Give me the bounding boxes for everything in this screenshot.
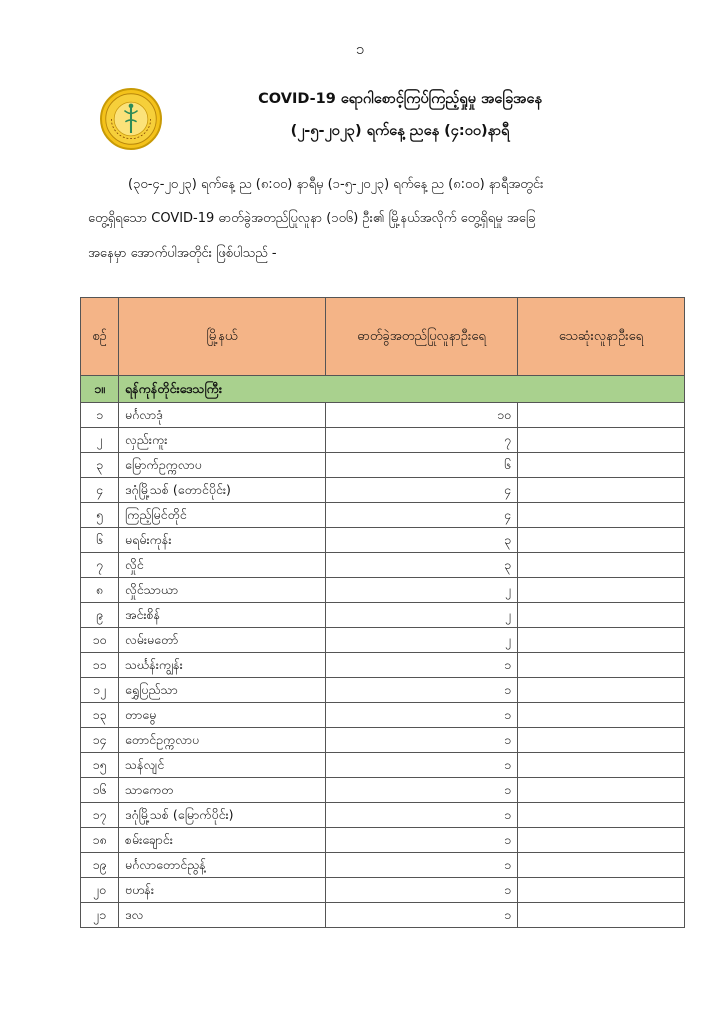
table-row xyxy=(81,703,685,728)
row-deaths xyxy=(518,703,685,728)
row-township: လှည်းကူး xyxy=(119,428,326,453)
row-number: ၄ xyxy=(81,478,119,503)
table-row xyxy=(81,553,685,578)
row-number: ၅ xyxy=(81,503,119,528)
row-township: မရမ်းကုန်း xyxy=(119,528,326,553)
row-township: လှိုင် xyxy=(119,553,326,578)
row-deaths xyxy=(518,828,685,853)
row-deaths xyxy=(518,528,685,553)
row-confirmed: ၁ xyxy=(326,803,518,828)
row-number: ၁၀ xyxy=(81,628,119,653)
table-row xyxy=(81,428,685,453)
row-number: ၂၀ xyxy=(81,878,119,903)
row-deaths xyxy=(518,453,685,478)
row-confirmed: ၁ xyxy=(326,703,518,728)
table-row xyxy=(81,678,685,703)
table-row xyxy=(81,828,685,853)
row-number: ၃ xyxy=(81,453,119,478)
row-deaths xyxy=(518,603,685,628)
region-number: ၁။ xyxy=(81,376,119,403)
row-deaths xyxy=(518,403,685,428)
document-title: COVID-19 ရောဂါစောင့်ကြပ်ကြည့်ရှုမှု အခြေအနေ xyxy=(258,91,542,107)
row-number: ၁ xyxy=(81,403,119,428)
intro-paragraph-line-3: အနေမှာ အောက်ပါအတိုင်း ဖြစ်ပါသည် - xyxy=(88,246,277,261)
table-row xyxy=(81,778,685,803)
row-confirmed: ၆ xyxy=(326,453,518,478)
page-number: ၁ xyxy=(355,40,365,58)
row-township: ဒဂုံမြို့သစ် (မြောက်ပိုင်း) xyxy=(119,803,326,828)
table-row xyxy=(81,453,685,478)
row-number: ၇ xyxy=(81,553,119,578)
row-number: ၂၁ xyxy=(81,903,119,928)
row-confirmed: ၇ xyxy=(326,428,518,453)
document-subtitle-date: (၂-၅-၂၀၂၃) ရက်နေ့ ညနေ (၄:၀၀)နာရီ xyxy=(290,123,510,139)
row-township: တာမွေ xyxy=(119,703,326,728)
row-deaths xyxy=(518,653,685,678)
row-confirmed: ၁၀ xyxy=(326,403,518,428)
row-confirmed: ၄ xyxy=(326,503,518,528)
row-confirmed: ၁ xyxy=(326,878,518,903)
header-no: စဉ် xyxy=(81,298,119,376)
row-number: ၁၅ xyxy=(81,753,119,778)
row-township: သင်္ဃန်းကျွန်း xyxy=(119,653,326,678)
row-deaths xyxy=(518,878,685,903)
row-township: ဗဟန်း xyxy=(119,878,326,903)
row-confirmed: ၄ xyxy=(326,478,518,503)
header-township: မြို့နယ် xyxy=(119,298,326,376)
table-row xyxy=(81,803,685,828)
row-township: သာကေတ xyxy=(119,778,326,803)
row-deaths xyxy=(518,553,685,578)
table-row xyxy=(81,503,685,528)
row-township: တောင်ဥက္ကလာပ xyxy=(119,728,326,753)
township-cases-table xyxy=(80,297,685,928)
row-number: ၁၄ xyxy=(81,728,119,753)
row-township: မင်္ဂလာတောင်ညွန့် xyxy=(119,853,326,878)
row-township: ကြည့်မြင်တိုင် xyxy=(119,503,326,528)
row-deaths xyxy=(518,478,685,503)
row-deaths xyxy=(518,778,685,803)
row-deaths xyxy=(518,803,685,828)
row-confirmed: ၁ xyxy=(326,828,518,853)
region-name: ရန်ကုန်တိုင်းဒေသကြီး xyxy=(119,376,685,403)
row-confirmed: ၁ xyxy=(326,903,518,928)
row-township: မင်္ဂလာဒုံ xyxy=(119,403,326,428)
table-row xyxy=(81,528,685,553)
row-number: ၁၉ xyxy=(81,853,119,878)
row-confirmed: ၃ xyxy=(326,528,518,553)
table-row xyxy=(81,878,685,903)
table-row xyxy=(81,653,685,678)
intro-paragraph-line-1: (၃၀-၄-၂၀၂၃) ရက်နေ့ ည (၈:၀၀) နာရီမှ (၁-၅-၂၀၂၃) ရက်နေ့ ည (၈:၀၀) နာရီအတွင်း xyxy=(128,177,544,192)
header-deaths: သေဆုံးလူနာဦးရေ xyxy=(518,298,685,376)
row-number: ၆ xyxy=(81,528,119,553)
row-number: ၁၁ xyxy=(81,653,119,678)
row-number: ၁၃ xyxy=(81,703,119,728)
row-confirmed: ၁ xyxy=(326,853,518,878)
table-header-row xyxy=(81,298,685,376)
table-row xyxy=(81,903,685,928)
row-confirmed: ၃ xyxy=(326,553,518,578)
region-row xyxy=(81,376,685,403)
row-township: ရွှေပြည်သာ xyxy=(119,678,326,703)
row-number: ၈ xyxy=(81,578,119,603)
row-confirmed: ၂ xyxy=(326,628,518,653)
row-confirmed: ၂ xyxy=(326,578,518,603)
row-confirmed: ၁ xyxy=(326,778,518,803)
row-deaths xyxy=(518,678,685,703)
row-number: ၉ xyxy=(81,603,119,628)
table-row xyxy=(81,578,685,603)
table-row xyxy=(81,728,685,753)
row-township: မြောက်ဥက္ကလာပ xyxy=(119,453,326,478)
row-confirmed: ၁ xyxy=(326,678,518,703)
row-township: သန်လျင် xyxy=(119,753,326,778)
row-number: ၁၇ xyxy=(81,803,119,828)
table-row xyxy=(81,753,685,778)
header-confirmed: ဓာတ်ခွဲအတည်ပြုလူနာဦးရေ xyxy=(326,298,518,376)
table-row xyxy=(81,628,685,653)
row-deaths xyxy=(518,578,685,603)
row-township: လမ်းမတော် xyxy=(119,628,326,653)
row-confirmed: ၁ xyxy=(326,653,518,678)
row-deaths xyxy=(518,503,685,528)
row-township: ဒဂုံမြို့သစ် (တောင်ပိုင်း) xyxy=(119,478,326,503)
row-number: ၁၆ xyxy=(81,778,119,803)
row-township: ဒလ xyxy=(119,903,326,928)
row-deaths xyxy=(518,628,685,653)
row-number: ၂ xyxy=(81,428,119,453)
row-number: ၁၈ xyxy=(81,828,119,853)
row-township: လှိုင်သာယာ xyxy=(119,578,326,603)
row-township: အင်းစိန် xyxy=(119,603,326,628)
intro-paragraph-line-2: တွေ့ရှိရသော COVID-19 ဓာတ်ခွဲအတည်ပြုလူနာ (၁၀၆) ဦး၏ မြို့နယ်အလိုက် တွေ့ရှိရမှု အခြေ xyxy=(88,211,536,226)
row-confirmed: ၂ xyxy=(326,603,518,628)
row-confirmed: ၁ xyxy=(326,753,518,778)
row-deaths xyxy=(518,728,685,753)
row-deaths xyxy=(518,753,685,778)
row-confirmed: ၁ xyxy=(326,728,518,753)
table-row xyxy=(81,478,685,503)
row-township: စမ်းချောင်း xyxy=(119,828,326,853)
row-number: ၁၂ xyxy=(81,678,119,703)
table-row xyxy=(81,603,685,628)
table-row xyxy=(81,403,685,428)
row-deaths xyxy=(518,853,685,878)
row-deaths xyxy=(518,903,685,928)
row-deaths xyxy=(518,428,685,453)
table-row xyxy=(81,853,685,878)
